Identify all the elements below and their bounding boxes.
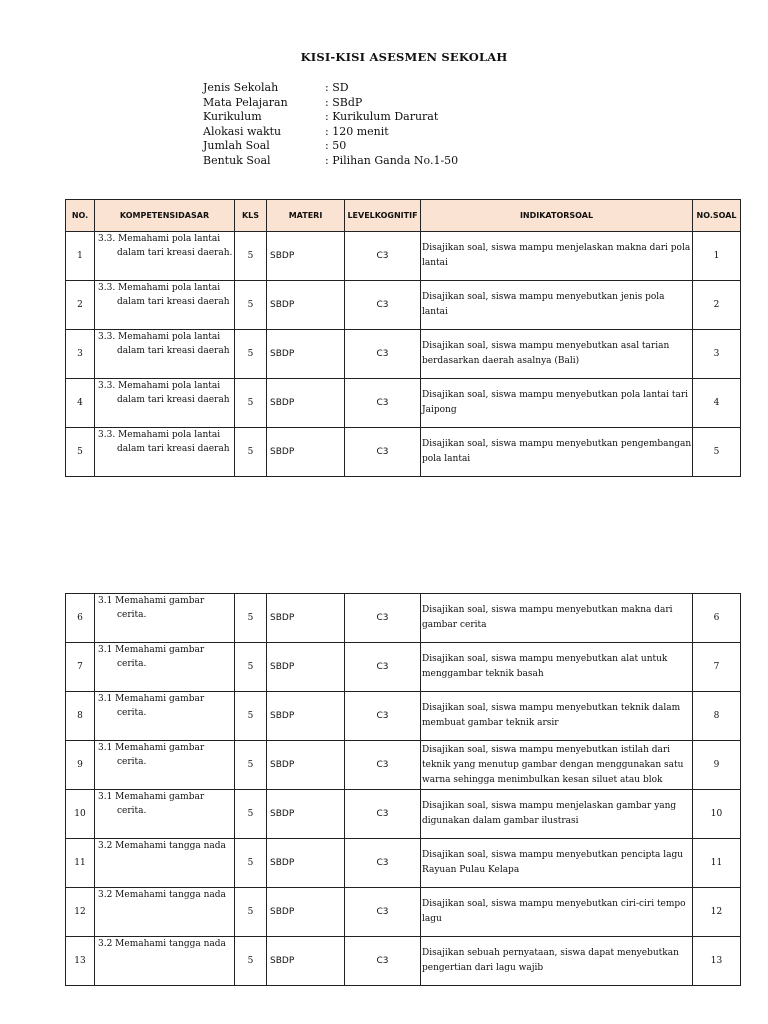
kompetensi-dasar-text: 3.1 Memahami gambar cerita.: [98, 743, 205, 767]
cell-kompetensi-dasar: [95, 594, 235, 643]
cell-no-soal: 5: [693, 428, 741, 477]
header-no-soal: NO.SOAL: [693, 200, 741, 232]
cell-materi: SBDP: [267, 428, 345, 477]
info-key: Kurikulum: [203, 110, 262, 124]
table-header-row: [66, 200, 741, 232]
cell-no-soal: 12: [693, 888, 741, 937]
kompetensi-dasar-text: 3.2 Memahami tangga nada: [98, 841, 226, 851]
kompetensi-dasar-text: 3.2 Memahami tangga nada: [98, 939, 226, 949]
cell-indikator-soal: Disajikan soal, siswa mampu menyebutkan ciri-ciri tempo lagu: [421, 888, 693, 937]
cell-kompetensi-dasar: [95, 232, 235, 281]
cell-kls: 5: [235, 379, 267, 428]
cell-no: 11: [66, 839, 95, 888]
cell-materi: SBDP: [267, 232, 345, 281]
kompetensi-dasar-text: 3.1 Memahami gambar cerita.: [98, 694, 205, 718]
header-kls: KLS: [235, 200, 267, 232]
cell-kompetensi-dasar: [95, 281, 235, 330]
info-block: [203, 81, 458, 169]
cell-level-kognitif: C3: [345, 937, 421, 986]
cell-level-kognitif: C3: [345, 643, 421, 692]
cell-indikator-soal: Disajikan soal, siswa mampu menjelaskan makna dari pola lantai: [421, 232, 693, 281]
cell-indikator-soal: Disajikan soal, siswa mampu menyebutkan makna dari gambar cerita: [421, 594, 693, 643]
cell-materi: SBDP: [267, 888, 345, 937]
header-materi: MATERI: [267, 200, 345, 232]
cell-no: 13: [66, 937, 95, 986]
cell-level-kognitif: C3: [345, 839, 421, 888]
cell-level-kognitif: C3: [345, 232, 421, 281]
cell-kls: 5: [235, 232, 267, 281]
cell-no-soal: 11: [693, 839, 741, 888]
info-value: : 120 menit: [325, 124, 389, 138]
cell-no-soal: 13: [693, 937, 741, 986]
cell-kompetensi-dasar: [95, 839, 235, 888]
cell-no-soal: 9: [693, 741, 741, 790]
cell-level-kognitif: C3: [345, 428, 421, 477]
table-row: [66, 888, 741, 937]
kompetensi-dasar-text: 3.1 Memahami gambar cerita.: [98, 792, 205, 816]
cell-materi: SBDP: [267, 594, 345, 643]
kompetensi-dasar-text: 3.2 Memahami tangga nada: [98, 890, 226, 900]
cell-kls: 5: [235, 594, 267, 643]
cell-no: 2: [66, 281, 95, 330]
document-title: KISI-KISI ASESMEN SEKOLAH: [300, 50, 508, 64]
cell-level-kognitif: C3: [345, 692, 421, 741]
table-row: [66, 281, 741, 330]
cell-materi: SBDP: [267, 937, 345, 986]
cell-no-soal: 6: [693, 594, 741, 643]
cell-indikator-soal: Disajikan sebuah pernyataan, siswa dapat menyebutkan pengertian dari lagu wajib: [421, 937, 693, 986]
cell-level-kognitif: C3: [345, 330, 421, 379]
cell-no: 6: [66, 594, 95, 643]
info-value: : Pilihan Ganda No.1-50: [325, 153, 459, 167]
cell-indikator-soal: Disajikan soal, siswa mampu menyebutkan jenis pola lantai: [421, 281, 693, 330]
info-key: Mata Pelajaran: [203, 95, 288, 109]
info-key: Bentuk Soal: [203, 153, 271, 167]
cell-kompetensi-dasar: [95, 741, 235, 790]
cell-no: 7: [66, 643, 95, 692]
cell-level-kognitif: C3: [345, 888, 421, 937]
kompetensi-dasar-text: 3.1 Memahami gambar cerita.: [98, 645, 205, 669]
info-key: Alokasi waktu: [203, 124, 282, 138]
cell-level-kognitif: C3: [345, 790, 421, 839]
cell-no-soal: 7: [693, 643, 741, 692]
cell-kompetensi-dasar: [95, 643, 235, 692]
cell-indikator-soal: Disajikan soal, siswa mampu menyebutkan teknik dalam membuat gambar teknik arsir: [421, 692, 693, 741]
cell-kompetensi-dasar: [95, 428, 235, 477]
table-row: [66, 232, 741, 281]
cell-no-soal: 8: [693, 692, 741, 741]
cell-kls: 5: [235, 330, 267, 379]
info-key: Jenis Sekolah: [203, 81, 279, 94]
info-row: [203, 81, 458, 96]
kompetensi-dasar-text: 3.1 Memahami gambar cerita.: [98, 596, 205, 620]
cell-no: 5: [66, 428, 95, 477]
header-level-kognitif: LEVELKOGNITIF: [345, 200, 421, 232]
info-row: [203, 96, 458, 111]
cell-materi: SBDP: [267, 643, 345, 692]
kompetensi-dasar-text: 3.3. Memahami pola lantai dalam tari kreasi daerah: [98, 381, 230, 405]
table-row: [66, 594, 741, 643]
cell-no: 3: [66, 330, 95, 379]
cell-no: 8: [66, 692, 95, 741]
cell-materi: SBDP: [267, 281, 345, 330]
table-row: [66, 643, 741, 692]
cell-no: 1: [66, 232, 95, 281]
cell-no-soal: 4: [693, 379, 741, 428]
cell-no: 4: [66, 379, 95, 428]
cell-level-kognitif: C3: [345, 379, 421, 428]
cell-kls: 5: [235, 937, 267, 986]
cell-materi: SBDP: [267, 330, 345, 379]
info-row: [203, 125, 458, 140]
info-value: : 50: [325, 139, 347, 153]
cell-indikator-soal: Disajikan soal, siswa mampu menyebutkan alat untuk menggambar teknik basah: [421, 643, 693, 692]
kompetensi-dasar-text: 3.3. Memahami pola lantai dalam tari kreasi daerah: [98, 430, 230, 454]
cell-indikator-soal: Disajikan soal, siswa mampu menjelaskan gambar yang digunakan dalam gambar ilustrasi: [421, 790, 693, 839]
table-row: [66, 379, 741, 428]
cell-kompetensi-dasar: [95, 937, 235, 986]
cell-no-soal: 1: [693, 232, 741, 281]
table-row: [66, 790, 741, 839]
cell-kompetensi-dasar: [95, 692, 235, 741]
cell-materi: SBDP: [267, 379, 345, 428]
header-kompetensi-dasar: KOMPETENSIDASAR: [95, 200, 235, 232]
cell-no-soal: 3: [693, 330, 741, 379]
cell-no: 10: [66, 790, 95, 839]
table-row: [66, 741, 741, 790]
cell-kompetensi-dasar: [95, 330, 235, 379]
cell-no-soal: 10: [693, 790, 741, 839]
cell-no: 9: [66, 741, 95, 790]
cell-level-kognitif: C3: [345, 594, 421, 643]
cell-kls: 5: [235, 741, 267, 790]
kompetensi-dasar-text: 3.3. Memahami pola lantai dalam tari kreasi daerah: [98, 283, 230, 307]
cell-materi: SBDP: [267, 790, 345, 839]
cell-level-kognitif: C3: [345, 281, 421, 330]
cell-indikator-soal: Disajikan soal, siswa mampu menyebutkan istilah dari teknik yang menutup gambar dengan menggunakan satu warna sehingga menimbulkan kesan siluet atau blok: [421, 741, 693, 790]
cell-materi: SBDP: [267, 692, 345, 741]
table-row: [66, 839, 741, 888]
header-no: NO.: [66, 200, 95, 232]
cell-indikator-soal: Disajikan soal, siswa mampu menyebutkan pengembangan pola lantai: [421, 428, 693, 477]
info-row: [203, 154, 458, 169]
header-indikator-soal: INDIKATORSOAL: [421, 200, 693, 232]
cell-kls: 5: [235, 281, 267, 330]
info-value: : Kurikulum Darurat: [325, 110, 439, 124]
cell-materi: SBDP: [267, 741, 345, 790]
table-row: [66, 692, 741, 741]
cell-indikator-soal: Disajikan soal, siswa mampu menyebutkan pencipta lagu Rayuan Pulau Kelapa: [421, 839, 693, 888]
cell-kompetensi-dasar: [95, 888, 235, 937]
cell-kls: 5: [235, 428, 267, 477]
kompetensi-dasar-text: 3.3. Memahami pola lantai dalam tari kreasi daerah.: [98, 234, 233, 258]
table-row: [66, 937, 741, 986]
table-row: [66, 428, 741, 477]
cell-materi: SBDP: [267, 839, 345, 888]
cell-kls: 5: [235, 839, 267, 888]
cell-no-soal: 2: [693, 281, 741, 330]
cell-indikator-soal: Disajikan soal, siswa mampu menyebutkan asal tarian berdasarkan daerah asalnya (Bali): [421, 330, 693, 379]
cell-kls: 5: [235, 692, 267, 741]
info-value: : SD: [325, 81, 349, 94]
info-key: Jumlah Soal: [203, 139, 270, 153]
table-row: [66, 330, 741, 379]
info-row: [203, 110, 458, 125]
info-value: : SBdP: [325, 95, 363, 109]
cell-kls: 5: [235, 643, 267, 692]
cell-level-kognitif: C3: [345, 741, 421, 790]
cell-indikator-soal: Disajikan soal, siswa mampu menyebutkan pola lantai tari Jaipong: [421, 379, 693, 428]
kisi-table-2: [65, 593, 741, 986]
info-row: [203, 139, 458, 154]
kompetensi-dasar-text: 3.3. Memahami pola lantai dalam tari kreasi daerah: [98, 332, 230, 356]
cell-kls: 5: [235, 888, 267, 937]
cell-kls: 5: [235, 790, 267, 839]
kisi-table-1: [65, 199, 741, 477]
cell-kompetensi-dasar: [95, 379, 235, 428]
cell-no: 12: [66, 888, 95, 937]
cell-kompetensi-dasar: [95, 790, 235, 839]
